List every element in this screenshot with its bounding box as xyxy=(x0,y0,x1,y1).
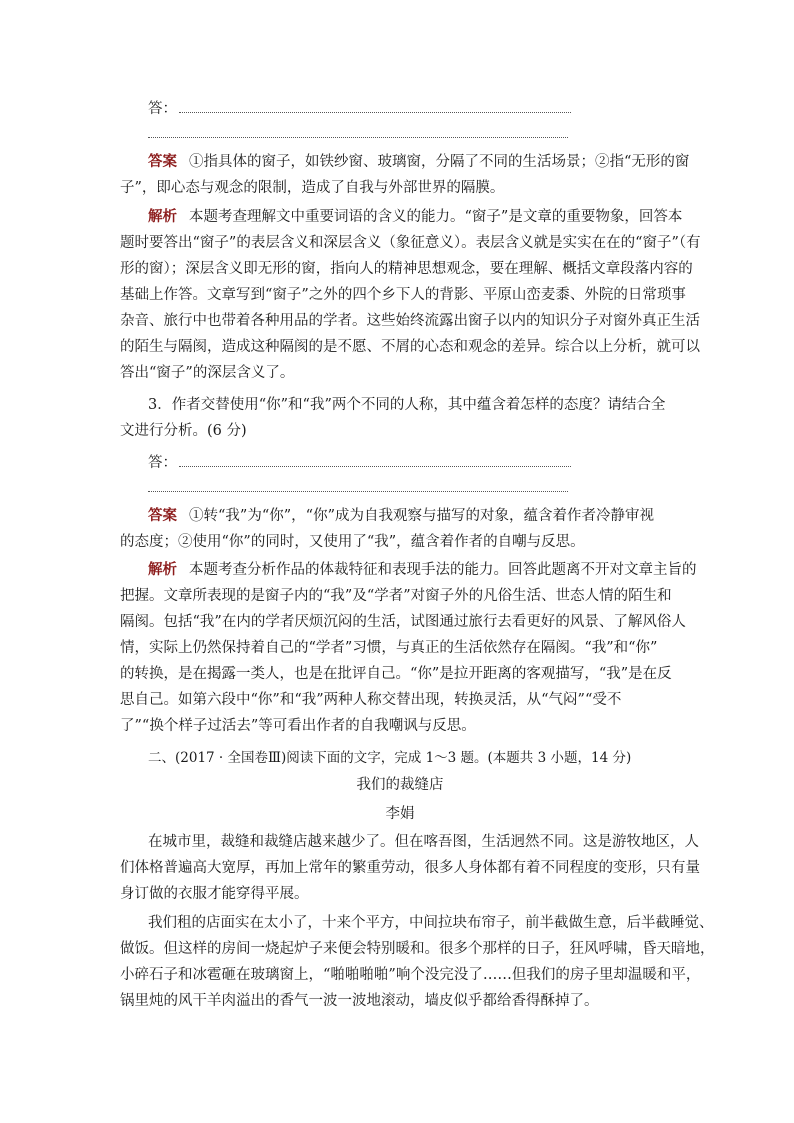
q2-analysis-line-6: 的陌生与隔阂，造成这种隔阂的是不愿、不屑的心态和观念的差异。综合以上分析，就可以 xyxy=(120,339,700,355)
q3-answer-text: ①转“我”为“你”，“你”成为自我观察与描写的对象，蕴含着作者冷静审视 xyxy=(189,508,654,524)
q2-analysis-line-3: 形的窗）；深层含义即无形的窗，指向人的精神思想观念，要在理解、概括文章段落内容的 xyxy=(120,261,693,277)
section-heading: 二、(2017 · 全国卷Ⅲ)阅读下面的文字，完成 1～3 题。(本题共 3 小题，14 分) xyxy=(148,750,632,766)
dotted-fill xyxy=(179,98,571,113)
q2-analysis-line-2: 题时要答出“窗子”的表层含义和深层含义（象征意义）。表层含义就是实实在在的“窗子”（有 xyxy=(120,235,701,251)
q3-analysis-line-7: 了”“换个样子过活去”等可看出作者的自我嘲讽与反思。 xyxy=(120,718,476,734)
q3-analysis-text: 本题考查分析作品的体裁特征和表现手法的能力。回答此题离不开对文章主旨的 xyxy=(189,562,697,578)
para2-line-2: 做饭。但这样的房间一烧起炉子来便会特别暖和。很多个那样的日子，狂风呼啸，昏天暗地， xyxy=(120,941,715,957)
q3-question-line-2: 文进行分析。(6 分) xyxy=(120,423,247,439)
q3-analysis-line-3: 隔阂。包括“我”在内的学者厌烦沉闷的生活，试图通过旅行去看更好的风景、了解风俗人 xyxy=(120,614,686,630)
analysis-label: 解析 xyxy=(148,208,177,225)
q2-answer-line-1 xyxy=(148,149,708,175)
q2-analysis-line-5: 杂音、旅行中也带着各种用品的学者。这些始终流露出窗子以内的知识分子对窗外真正生活 xyxy=(120,313,700,329)
article-title: 我们的裁缝店 xyxy=(356,777,444,793)
answer-blank-line-q3-2 xyxy=(148,491,568,492)
q2-answer-line-2: 子”，即心态与观念的限制，造成了自我与外部世界的隔膜。 xyxy=(120,180,505,196)
q3-question-line-1: 3．作者交替使用“你”和“我”两个不同的人称，其中蕴含着怎样的态度？请结合全 xyxy=(148,397,666,413)
answer-prefix-q3: 答： xyxy=(148,455,177,471)
q3-answer-line-2: 的态度；②使用“你”的同时，又使用了“我”，蕴含着作者的自嘲与反思。 xyxy=(120,534,585,550)
answer-blank-line xyxy=(148,96,708,122)
q2-analysis-line-4: 基础上作答。文章写到“窗子”之外的四个乡下人的背影、平原山峦麦黍、外院的日常琐事 xyxy=(120,287,686,303)
q3-analysis-line-1 xyxy=(148,557,708,583)
para1-line-2: 们体格普遍高大宽厚，再加上常年的繁重劳动，很多人身体都有着不同程度的变形，只有量 xyxy=(120,860,700,876)
q2-analysis-text: 本题考查理解文中重要词语的含义的能力。“窗子”是文章的重要物象，回答本 xyxy=(189,209,683,225)
para1-line-1: 在城市里，裁缝和裁缝店越来越少了。但在喀吾图，生活迥然不同。这是游牧地区，人 xyxy=(148,834,699,850)
answer-blank-line-q3 xyxy=(148,450,708,476)
article-author: 李娟 xyxy=(385,806,415,822)
q3-analysis-line-6: 思自己。如第六段中“你”和“我”两种人称交替出现，转换灵活，从“气闷”“受不 xyxy=(120,692,622,708)
para1-line-3: 身订做的衣服才能穿得平展。 xyxy=(120,886,309,902)
q2-answer-text: ①指具体的窗子，如铁纱窗、玻璃窗，分隔了不同的生活场景；②指“无形的窗 xyxy=(189,154,690,170)
para2-line-1: 我们租的店面实在太小了，十来个平方，中间拉块布帘子，前半截做生意，后半截睡觉、 xyxy=(148,915,714,931)
dotted-fill-q3 xyxy=(179,452,571,467)
para2-line-3: 小碎石子和冰雹砸在玻璃窗上，“啪啪啪啪”响个没完没了……但我们的房子里却温暖和平， xyxy=(120,967,701,983)
q3-answer-line-1 xyxy=(148,503,708,529)
answer-blank-line-2 xyxy=(148,137,568,138)
q2-analysis-line-7: 答出“窗子”的深层含义了。 xyxy=(120,365,295,381)
answer-label: 答案 xyxy=(148,153,177,170)
q3-analysis-line-5: 的转换，是在揭露一类人，也是在批评自己。“你”是拉开距离的客观描写，“我”是在反 xyxy=(120,666,672,682)
answer-prefix: 答： xyxy=(148,101,177,117)
analysis-label-q3: 解析 xyxy=(148,561,177,578)
q3-analysis-line-2: 把握。文章所表现的是窗子内的“我”及“学者”对窗子外的凡俗生活、世态人情的陌生和 xyxy=(120,588,672,604)
answer-label-q3: 答案 xyxy=(148,507,177,524)
para2-line-4: 锅里炖的风干羊肉溢出的香气一波一波地滚动，墙皮似乎都给香得酥掉了。 xyxy=(120,993,599,1009)
q3-analysis-line-4: 情，实际上仍然保持着自己的“学者”习惯，与真正的生活依然存在隔阂。“我”和“你” xyxy=(120,640,658,656)
q2-analysis-line-1 xyxy=(148,204,708,230)
